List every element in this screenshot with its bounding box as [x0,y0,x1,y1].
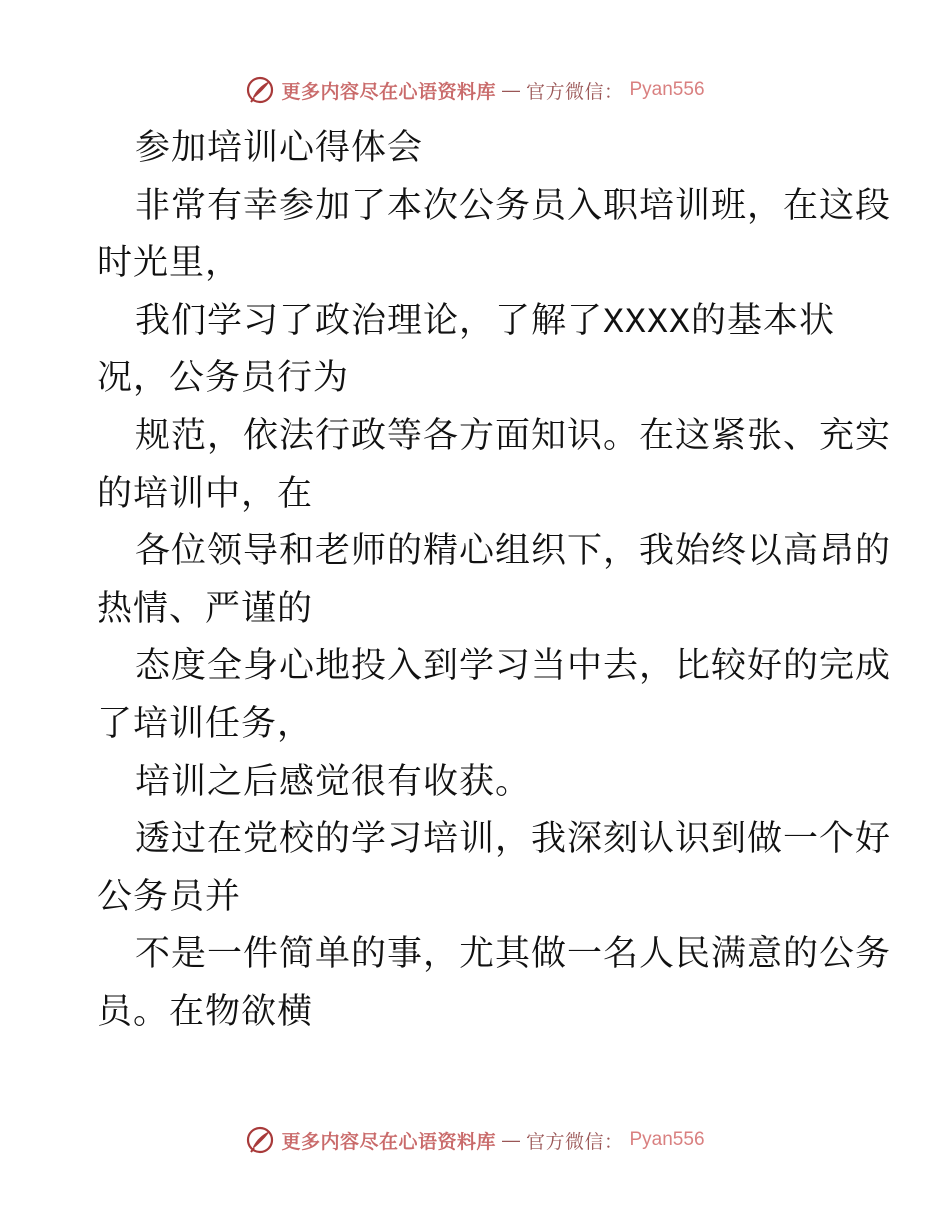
quill-logo-icon [245,75,275,105]
placeholder-xxxx: XXXX [603,302,692,343]
paragraph-line: 非常有幸参加了本次公务员入职培训班，在这段 [135,185,892,226]
header-banner [0,70,950,110]
banner-brand-text: 更多内容尽在心语资料库 [281,1130,496,1153]
banner-wechat-label: 官方微信： [525,1130,624,1153]
paragraph-line [97,293,857,351]
paragraph-line: 规范，依法行政等各方面知识。在这紧张、充实 [135,415,892,456]
paragraph-line: 态度全身心地投入到学习当中去，比较好的完成 [135,646,892,687]
banner-wechat-id: Pyan556 [629,1129,705,1150]
footer-banner [0,1120,950,1160]
paragraph-line: 不是一件简单的事，尤其做一名人民满意的公务 [135,934,892,975]
paragraph-line-tail: 的基本状 [691,300,836,341]
banner-wechat-id: Pyan556 [629,79,705,100]
banner-brand-text: 更多内容尽在心语资料库 [281,80,496,103]
paragraph-line: 员。在物欲横 [97,991,314,1032]
paragraph-line: 热情、严谨的 [97,588,314,629]
paragraph-line: 公务员并 [97,876,242,917]
banner-separator: — [501,1129,520,1150]
paragraph-line-head: 我们学习了政治理论，了解了 [135,300,604,341]
document-body [97,120,892,1042]
paragraph-line: 况，公务员行为 [97,358,350,399]
banner-separator: — [501,79,520,100]
document-title: 参加培训心得体会 [135,128,424,168]
paragraph-line: 透过在党校的学习培训，我深刻认识到做一个好 [135,819,892,860]
paragraph-line: 培训之后感觉很有收获。 [135,761,532,802]
banner-wechat-label: 官方微信： [525,80,624,103]
paragraph-line: 了培训任务， [97,703,314,744]
paragraph-line: 时光里， [97,243,242,284]
paragraph-line: 各位领导和老师的精心组织下，我始终以高昂的 [135,531,892,572]
quill-logo-icon [245,1125,275,1155]
paragraph-line: 的培训中，在 [97,473,314,514]
